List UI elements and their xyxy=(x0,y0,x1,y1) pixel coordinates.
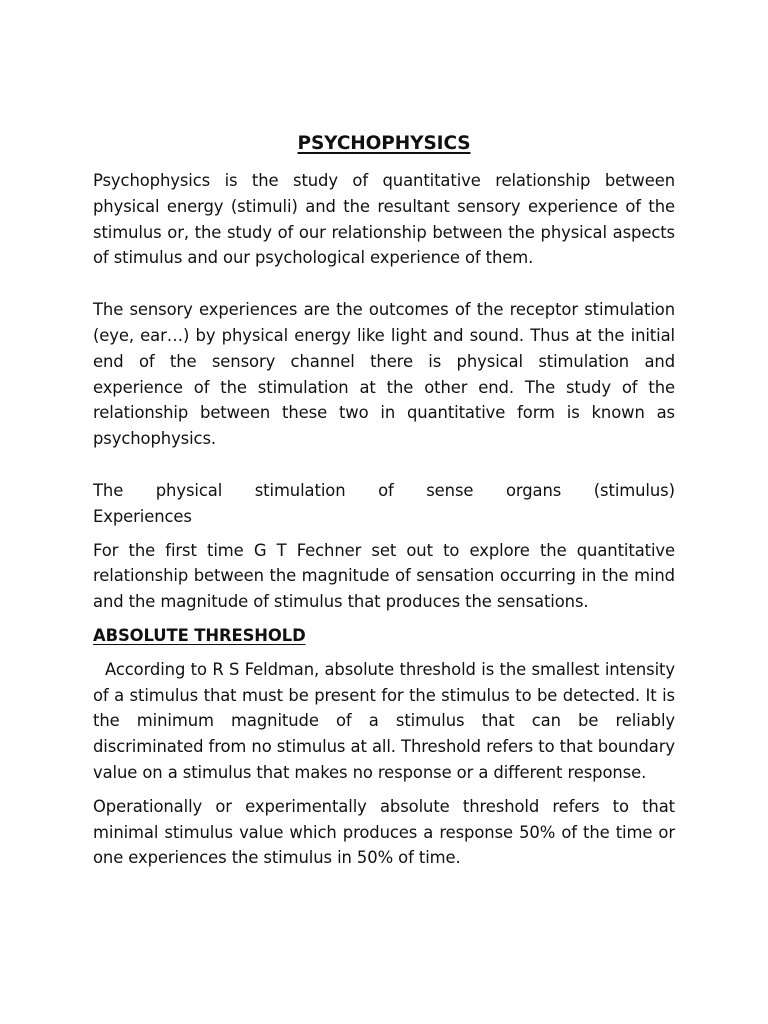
word: organs xyxy=(505,480,562,500)
paragraph-intro: Psychophysics is the study of quantitative relationship between physical energy (stimuli) and the resultant sensory experience of the stimulus or, the study of our relationship between the physical aspects of stimulus and our psychological experience of them. xyxy=(93,171,675,268)
section-heading-absolute-threshold: ABSOLUTE THRESHOLD xyxy=(93,625,306,645)
paragraph-feldman-definition: According to R S Feldman, absolute threshold is the smallest intensity of a stimulus that must be present for the stimulus to be detected. It is the minimum magnitude of a stimulus that can be reliably discriminated from no stimulus at all. Threshold refers to that boundary value on a stimulus that makes no response or a different response. xyxy=(93,659,675,782)
page-title: PSYCHOPHYSICS xyxy=(297,133,471,154)
paragraph-sensory-experiences: The sensory experiences are the outcomes of the receptor stimulation (eye, ear…) by physical energy like light and sound. Thus at the initial end of the sensory channel there is physical stimulation and experience of the stimulation at the other end. The study of the relationship between these two in quantitative form is known as psychophysics. xyxy=(93,300,675,449)
paragraph-fechner: For the first time G T Fechner set out to explore the quantitative relationship between the magnitude of sensation occurring in the mind and the magnitude of stimulus that produces the sensations. xyxy=(93,540,675,612)
experiences-line: Experiences xyxy=(93,506,192,526)
word: (stimulus) xyxy=(593,480,675,500)
word: of xyxy=(378,480,394,500)
word: The xyxy=(93,480,124,500)
stimulation-line xyxy=(93,478,675,504)
paragraph-operational-definition: Operationally or experimentally absolute threshold refers to that minimal stimulus value which produces a response 50% of the time or one experiences the stimulus in 50% of time. xyxy=(93,796,675,868)
word: sense xyxy=(426,480,474,500)
word: physical xyxy=(155,480,223,500)
document-content xyxy=(93,132,675,871)
word: stimulation xyxy=(254,480,346,500)
paragraph-physical-stimulation xyxy=(93,478,675,530)
